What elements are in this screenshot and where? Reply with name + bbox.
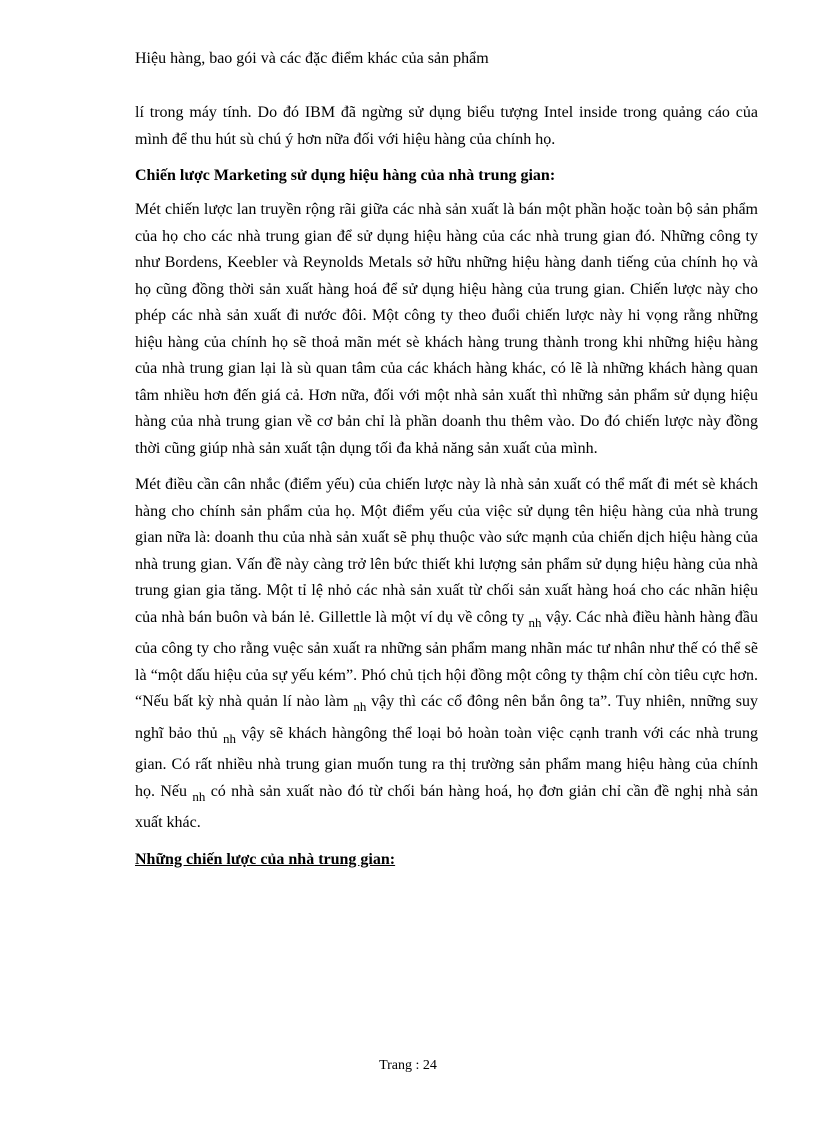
- subscript-nh: nh: [528, 614, 542, 630]
- text-run: vậy thì các cổ đông nên bắn ông ta”. Tuy nhiên, nnững suy nghĩ bảo thủ: [135, 693, 759, 742]
- subscript-nh: nh: [353, 699, 367, 714]
- text-run: vậy sẽ khách hàngông thể loại bỏ hoàn toàn việc cạnh tranh với các nhà trung gian. Có rất nhiều nhà trung gian muốn tung ra thị trường sản phẩm mang hiệu hàng của chính họ. Nếu: [135, 724, 759, 800]
- paragraph-strategy: Mét chiến lược lan truyền rộng rãi giữa các nhà sản xuất là bán một phần hoặc toàn bộ sản phẩm của họ cho các nhà trung gian để sử dụng hiệu hàng của các nhà trung gian đó. Những công ty như Bordens, Keebler và Reynolds Metals sở hữu những hiệu hàng danh tiếng của chính họ và họ cũng đồng thời sản xuất hàng hoá để sử dụng hiệu hàng của trung gian. Chiến lược này cho phép các nhà sản xuất đi nước đôi. Một công ty theo đuổi chiến lược này hi vọng rằng những hiệu hàng của chính họ sẽ thoả mãn mét sè khách hàng trung thành trong khi những hiệu hàng của nhà trung gian lại là sù quan tâm của các khách hàng khác, có lẽ là những khách hàng quan tâm nhiều hơn đến giá cả. Hơn nữa, đối với một nhà sản xuất thì những sản phẩm sử dụng hiệu hàng của nhà trung gian về cơ bản chỉ là phần doanh thu thêm vào. Do đó chiến lược này đồng thời cũng giúp nhà sản xuất tận dụng tối đa khả năng sản xuất của mình.: [135, 201, 758, 457]
- section-heading-intermediary-strategies: Những chiến lược của nhà trung gian:: [135, 850, 396, 868]
- subscript-nh: nh: [192, 788, 206, 804]
- subscript-nh: nh: [223, 730, 236, 746]
- text-run: vậy. Các nhà điều hành hàng đầu của công ty cho rằng vuệc sản xuất ra những sản phẩm mang nhãn mác tư nhân như thế có thể sẽ là “một dấu hiệu của sự yếu kém”. Phó chủ tịch hội đồng một công ty thậm chí còn tiêu cực hơn. “Nếu bất kỳ nhà quản lí nào làm: [135, 608, 759, 710]
- intro-paragraph: lí trong máy tính. Do đó IBM đã ngừng sử dụng biểu tượng Intel inside trong quảng cáo của mình để thu hút sù chú ý hơn nữa đối với hiệu hàng của chính họ.: [135, 104, 758, 148]
- text-run: Mét điều cần cân nhắc (điểm yếu) của chiến lược này là nhà sản xuất có thể mất đi mét sè khách hàng cho chính sản phẩm của họ. Một điểm yếu của việc sử dụng tên hiệu hàng của nhà trung gian nữa là: doanh thu của nhà sản xuất sẽ phụ thuộc vào sức mạnh của chiến dịch hiệu hàng của nhà trung gian. Vấn đề này càng trở lên bức thiết khi lượng sản phẩm sử dụng hiệu hàng của nhà trung gian gia tăng. Một tỉ lệ nhỏ các nhà sản xuất từ chối sản xuất hàng hoá cho các nhãn hiệu của nhà bán buôn và bán lẻ. Gillettle là một ví dụ về công ty: [135, 476, 758, 626]
- document-body: [135, 100, 758, 881]
- paragraph-weakness: [135, 472, 758, 837]
- text-run: có nhà sản xuất nào đó từ chối bán hàng hoá, họ đơn giản chỉ cần đề nghị nhà sản xuất khác.: [135, 782, 759, 831]
- page-number: Trang : 24: [379, 1058, 437, 1073]
- section-heading-intermediary-brand: Chiến lược Marketing sử dụng hiệu hàng của nhà trung gian:: [135, 167, 556, 184]
- running-header: Hiệu hàng, bao gói và các đặc điểm khác của sản phẩm: [135, 50, 489, 67]
